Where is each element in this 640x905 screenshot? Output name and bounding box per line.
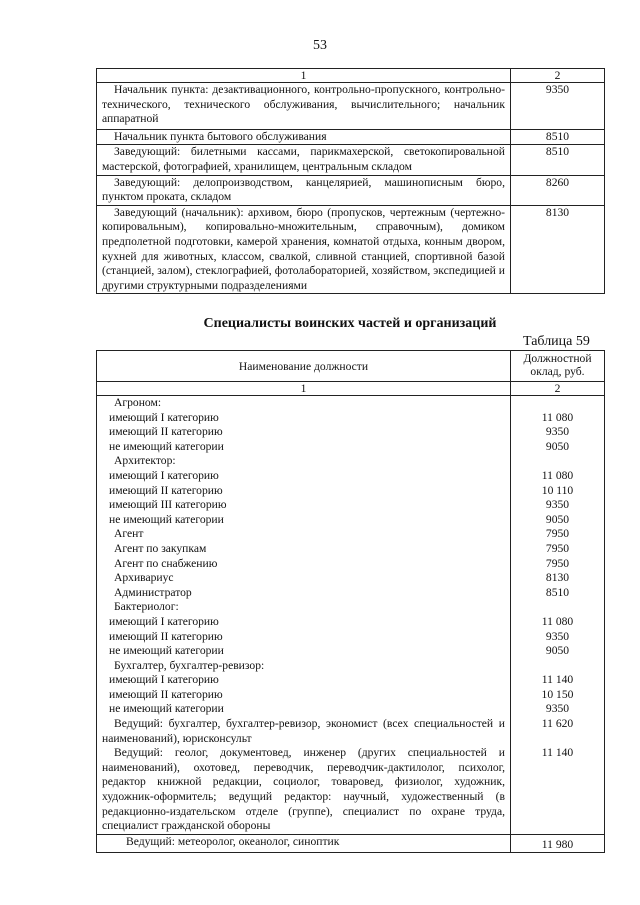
salary-value [511,454,605,469]
table-row [97,644,605,659]
position-name: Администратор [97,586,511,601]
salary-value: 11 140 [511,746,605,834]
position-name: имеющий II категорию [97,630,511,645]
salary-value: 8130 [511,571,605,586]
table-row [97,129,605,145]
position-name: Агроном: [97,396,511,411]
salary-value: 8260 [511,175,605,205]
position-name: Архивариус [97,571,511,586]
salary-value: 9050 [511,513,605,528]
column-number-2: 2 [511,69,605,83]
table-row [97,673,605,688]
position-name: имеющий I категорию [97,469,511,484]
column-number-1: 1 [97,382,511,396]
table-row [97,688,605,703]
position-name: не имеющий категории [97,440,511,455]
salary-value: 8510 [511,129,605,145]
salary-value: 9350 [511,630,605,645]
position-name: имеющий III категорию [97,498,511,513]
salary-value: 9350 [511,83,605,130]
salary-value: 8130 [511,205,605,294]
salary-value: 10 150 [511,688,605,703]
position-name: Бактериолог: [97,600,511,615]
table-row [97,513,605,528]
table-row [97,83,605,130]
table-row [97,600,605,615]
positions-table-continued [96,68,605,294]
header-position-name: Наименование должности [97,351,511,382]
salary-value: 9350 [511,702,605,717]
table-row [97,498,605,513]
table-row [97,440,605,455]
table-row [97,834,605,853]
position-name: Агент по снабжению [97,557,511,572]
salary-value: 11 140 [511,673,605,688]
position-name: имеющий I категорию [97,615,511,630]
position-name: Заведующий (начальник): архивом, бюро (пропусков, чертежным (чертежно-копировальным), копировально-множительным, справочным), домиком предполетной подготовки, камерой хранения, комнатой отдыха, конным двором, кухней для животных, классом, свалкой, сливной станцией, спортивной базой (станцией, залом), стеклографией, фотолабораторией, хозяйством, экспедицией и другими структурными подразделениями [97,205,511,294]
position-name: Ведущий: геолог, документовед, инженер (других специальностей и наименований), охотовед, переводчик, переводчик-дактилолог, психолог, редактор книжной редакции, социолог, товаровед, физиолог, художник, художник-оформитель; ведущий редактор: научный, художественный (в редакционно-издательском отделе (группе), специалист по охране труда, специалист гражданской обороны [97,746,511,834]
table-row [97,586,605,601]
table-row [97,630,605,645]
position-name: Архитектор: [97,454,511,469]
specialists-table [96,350,605,853]
salary-value: 11 980 [511,834,605,853]
salary-value [511,659,605,674]
position-name: Заведующий: билетными кассами, парикмахерской, светокопировальной мастерской, фотографией, хранилищем, центральным складом [97,145,511,175]
table-row [97,396,605,411]
salary-value: 9050 [511,644,605,659]
position-name: не имеющий категории [97,513,511,528]
position-name: имеющий II категорию [97,484,511,499]
position-name: имеющий II категорию [97,425,511,440]
table-row [97,469,605,484]
salary-value: 7950 [511,527,605,542]
table-row [97,557,605,572]
table-row [97,542,605,557]
position-name: Агент [97,527,511,542]
column-number-row [97,69,605,83]
header-salary: Должностной оклад, руб. [511,351,605,382]
position-name: Начальник пункта: дезактивационного, контрольно-пропускного, контрольно-технического, технического обслуживания, вычислительного; начальник аппаратной [97,83,511,130]
column-number-2: 2 [511,382,605,396]
table-row [97,659,605,674]
salary-value: 10 110 [511,484,605,499]
salary-value: 9050 [511,440,605,455]
salary-value: 11 620 [511,717,605,746]
section-title: Специалисты воинских частей и организаций [203,316,497,331]
table-row [97,205,605,294]
table-row [97,484,605,499]
salary-value: 7950 [511,542,605,557]
table-row [97,411,605,426]
table-row [97,145,605,175]
position-name: имеющий II категорию [97,688,511,703]
column-number-1: 1 [97,69,511,83]
salary-value: 8510 [511,586,605,601]
position-name: Агент по закупкам [97,542,511,557]
table-row [97,615,605,630]
table-row [97,746,605,834]
salary-value: 11 080 [511,615,605,630]
position-name: Заведующий: делопроизводством, канцелярией, машинописным бюро, пунктом проката, складом [97,175,511,205]
page-number: 53 [313,38,327,53]
position-name: Ведущий: бухгалтер, бухгалтер-ревизор, экономист (всех специальностей и наименований), юрисконсульт [97,717,511,746]
salary-value: 7950 [511,557,605,572]
table-row [97,717,605,746]
table-row [97,571,605,586]
position-name: не имеющий категории [97,644,511,659]
salary-value: 8510 [511,145,605,175]
salary-value: 11 080 [511,469,605,484]
salary-value: 11 080 [511,411,605,426]
position-name: имеющий I категорию [97,673,511,688]
position-name: Начальник пункта бытового обслуживания [97,129,511,145]
position-name: не имеющий категории [97,702,511,717]
salary-value: 9350 [511,498,605,513]
position-name: Бухгалтер, бухгалтер-ревизор: [97,659,511,674]
table-row [97,702,605,717]
table-row [97,454,605,469]
position-name: Ведущий: метеоролог, океанолог, синоптик [97,834,511,853]
table-row [97,425,605,440]
column-number-row [97,382,605,396]
salary-value [511,600,605,615]
salary-value: 9350 [511,425,605,440]
table-row [97,527,605,542]
table-row [97,175,605,205]
position-name: имеющий I категорию [97,411,511,426]
salary-value [511,396,605,411]
table-label: Таблица 59 [523,334,590,349]
header-row [97,351,605,382]
